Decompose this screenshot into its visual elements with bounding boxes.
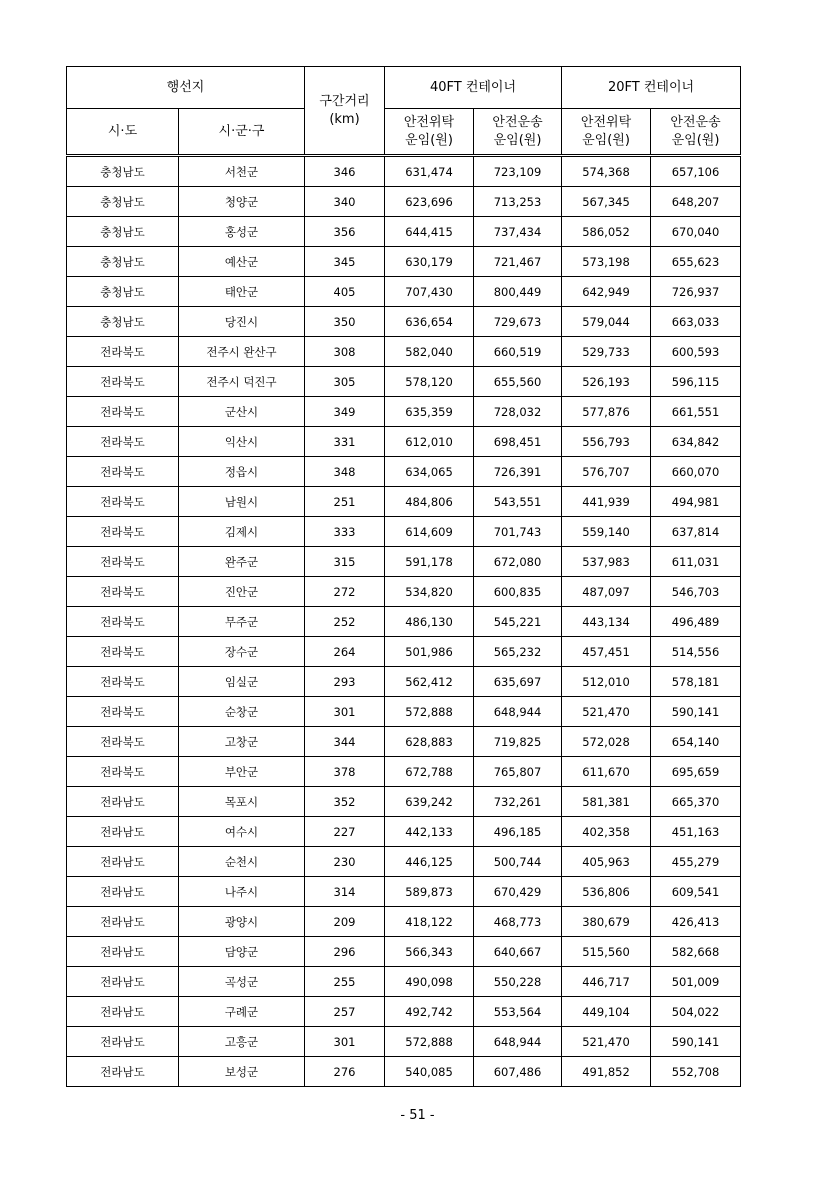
ft40-consign-cell: 490,098 <box>385 967 474 997</box>
province-cell: 전라북도 <box>67 547 179 577</box>
ft40-transport-cell: 550,228 <box>474 967 562 997</box>
province-cell: 전라남도 <box>67 907 179 937</box>
ft40-transport-cell: 545,221 <box>474 607 562 637</box>
ft40-consign-cell: 635,359 <box>385 397 474 427</box>
city-cell: 구례군 <box>179 997 305 1027</box>
ft20-transport-cell: 546,703 <box>651 577 741 607</box>
ft20-transport-cell: 501,009 <box>651 967 741 997</box>
city-cell: 태안군 <box>179 277 305 307</box>
distance-cell: 230 <box>305 847 385 877</box>
ft40-consign-cell: 534,820 <box>385 577 474 607</box>
table-row <box>67 727 741 757</box>
freight-rate-table <box>66 66 741 1087</box>
ft20-transport-cell: 654,140 <box>651 727 741 757</box>
ft40-consign-cell: 591,178 <box>385 547 474 577</box>
header-province: 시·도 <box>67 109 179 156</box>
distance-cell: 255 <box>305 967 385 997</box>
table-row <box>67 577 741 607</box>
city-cell: 임실군 <box>179 667 305 697</box>
distance-cell: 276 <box>305 1057 385 1087</box>
ft20-consign-cell: 572,028 <box>562 727 651 757</box>
ft20-consign-cell: 642,949 <box>562 277 651 307</box>
header-consign-line2: 운임(원) <box>405 132 453 148</box>
ft40-transport-cell: 698,451 <box>474 427 562 457</box>
table-row <box>67 697 741 727</box>
city-cell: 정읍시 <box>179 457 305 487</box>
header-40ft-consign <box>385 109 474 156</box>
city-cell: 진안군 <box>179 577 305 607</box>
province-cell: 전라북도 <box>67 667 179 697</box>
province-cell: 전라북도 <box>67 367 179 397</box>
table-row <box>67 667 741 697</box>
ft40-transport-cell: 728,032 <box>474 397 562 427</box>
province-cell: 전라북도 <box>67 757 179 787</box>
ft40-consign-cell: 578,120 <box>385 367 474 397</box>
table-row <box>67 967 741 997</box>
ft40-consign-cell: 446,125 <box>385 847 474 877</box>
ft40-transport-cell: 660,519 <box>474 337 562 367</box>
province-cell: 전라북도 <box>67 427 179 457</box>
province-cell: 전라북도 <box>67 397 179 427</box>
city-cell: 김제시 <box>179 517 305 547</box>
province-cell: 전라북도 <box>67 577 179 607</box>
ft40-consign-cell: 612,010 <box>385 427 474 457</box>
ft20-consign-cell: 521,470 <box>562 1027 651 1057</box>
province-cell: 전라북도 <box>67 607 179 637</box>
ft20-transport-cell: 504,022 <box>651 997 741 1027</box>
page-number: - 51 - <box>400 1108 435 1123</box>
ft40-consign-cell: 644,415 <box>385 217 474 247</box>
province-cell: 전라북도 <box>67 487 179 517</box>
ft20-transport-cell: 590,141 <box>651 1027 741 1057</box>
ft20-consign-cell: 581,381 <box>562 787 651 817</box>
province-cell: 충청남도 <box>67 217 179 247</box>
ft40-consign-cell: 672,788 <box>385 757 474 787</box>
province-cell: 전라남도 <box>67 787 179 817</box>
ft40-transport-cell: 723,109 <box>474 156 562 187</box>
ft40-consign-cell: 501,986 <box>385 637 474 667</box>
distance-cell: 301 <box>305 697 385 727</box>
ft40-consign-cell: 582,040 <box>385 337 474 367</box>
ft20-transport-cell: 609,541 <box>651 877 741 907</box>
ft20-consign-cell: 487,097 <box>562 577 651 607</box>
ft40-transport-cell: 565,232 <box>474 637 562 667</box>
province-cell: 충청남도 <box>67 307 179 337</box>
distance-cell: 345 <box>305 247 385 277</box>
ft20-consign-cell: 457,451 <box>562 637 651 667</box>
city-cell: 남원시 <box>179 487 305 517</box>
ft40-consign-cell: 566,343 <box>385 937 474 967</box>
ft20-transport-cell: 514,556 <box>651 637 741 667</box>
ft40-consign-cell: 634,065 <box>385 457 474 487</box>
distance-cell: 252 <box>305 607 385 637</box>
table-body <box>67 156 741 1087</box>
table-row <box>67 547 741 577</box>
table-row <box>67 607 741 637</box>
distance-cell: 308 <box>305 337 385 367</box>
table-row <box>67 487 741 517</box>
header-20ft-consign <box>562 109 651 156</box>
distance-cell: 209 <box>305 907 385 937</box>
table-row <box>67 1057 741 1087</box>
ft20-consign-cell: 402,358 <box>562 817 651 847</box>
province-cell: 전라남도 <box>67 817 179 847</box>
header-destination: 행선지 <box>67 67 305 109</box>
ft40-transport-cell: 719,825 <box>474 727 562 757</box>
distance-cell: 346 <box>305 156 385 187</box>
city-cell: 청양군 <box>179 187 305 217</box>
ft20-transport-cell: 670,040 <box>651 217 741 247</box>
city-cell: 서천군 <box>179 156 305 187</box>
ft40-consign-cell: 639,242 <box>385 787 474 817</box>
table-row <box>67 337 741 367</box>
province-cell: 전라북도 <box>67 727 179 757</box>
header-consign-line2: 운임(원) <box>582 132 630 148</box>
ft20-transport-cell: 552,708 <box>651 1057 741 1087</box>
province-cell: 전라남도 <box>67 967 179 997</box>
ft40-consign-cell: 623,696 <box>385 187 474 217</box>
distance-cell: 315 <box>305 547 385 577</box>
header-40ft-transport <box>474 109 562 156</box>
header-20ft-transport <box>651 109 741 156</box>
ft20-transport-cell: 578,181 <box>651 667 741 697</box>
table-row <box>67 397 741 427</box>
table-row <box>67 847 741 877</box>
table-row <box>67 457 741 487</box>
ft20-transport-cell: 726,937 <box>651 277 741 307</box>
city-cell: 순천시 <box>179 847 305 877</box>
ft40-consign-cell: 442,133 <box>385 817 474 847</box>
ft20-consign-cell: 573,198 <box>562 247 651 277</box>
ft40-consign-cell: 562,412 <box>385 667 474 697</box>
ft20-consign-cell: 586,052 <box>562 217 651 247</box>
ft20-consign-cell: 526,193 <box>562 367 651 397</box>
header-40ft: 40FT 컨테이너 <box>385 67 562 109</box>
ft20-transport-cell: 426,413 <box>651 907 741 937</box>
table-row <box>67 187 741 217</box>
table-row <box>67 997 741 1027</box>
ft40-transport-cell: 737,434 <box>474 217 562 247</box>
city-cell: 장수군 <box>179 637 305 667</box>
distance-cell: 349 <box>305 397 385 427</box>
table-row <box>67 517 741 547</box>
header-distance <box>305 67 385 156</box>
distance-cell: 378 <box>305 757 385 787</box>
ft20-transport-cell: 634,842 <box>651 427 741 457</box>
city-cell: 무주군 <box>179 607 305 637</box>
province-cell: 전라남도 <box>67 997 179 1027</box>
ft40-transport-cell: 729,673 <box>474 307 562 337</box>
distance-cell: 356 <box>305 217 385 247</box>
city-cell: 곡성군 <box>179 967 305 997</box>
distance-cell: 251 <box>305 487 385 517</box>
header-consign-line1: 안전위탁 <box>403 114 455 130</box>
ft20-transport-cell: 665,370 <box>651 787 741 817</box>
ft40-consign-cell: 628,883 <box>385 727 474 757</box>
ft20-consign-cell: 574,368 <box>562 156 651 187</box>
city-cell: 고흥군 <box>179 1027 305 1057</box>
header-distance-line2: (km) <box>329 111 360 127</box>
ft40-consign-cell: 540,085 <box>385 1057 474 1087</box>
city-cell: 예산군 <box>179 247 305 277</box>
city-cell: 나주시 <box>179 877 305 907</box>
ft40-transport-cell: 500,744 <box>474 847 562 877</box>
distance-cell: 405 <box>305 277 385 307</box>
header-transport-line2: 운임(원) <box>671 132 720 148</box>
ft40-transport-cell: 553,564 <box>474 997 562 1027</box>
table-row <box>67 907 741 937</box>
province-cell: 충청남도 <box>67 247 179 277</box>
header-distance-line1: 구간거리 <box>319 93 370 109</box>
ft20-consign-cell: 449,104 <box>562 997 651 1027</box>
ft20-consign-cell: 556,793 <box>562 427 651 457</box>
province-cell: 전라북도 <box>67 517 179 547</box>
ft40-transport-cell: 635,697 <box>474 667 562 697</box>
ft20-consign-cell: 521,470 <box>562 697 651 727</box>
ft40-consign-cell: 636,654 <box>385 307 474 337</box>
ft40-transport-cell: 655,560 <box>474 367 562 397</box>
province-cell: 충청남도 <box>67 156 179 187</box>
header-transport-line1: 안전운송 <box>670 114 721 130</box>
city-cell: 완주군 <box>179 547 305 577</box>
ft20-consign-cell: 443,134 <box>562 607 651 637</box>
city-cell: 담양군 <box>179 937 305 967</box>
ft40-transport-cell: 543,551 <box>474 487 562 517</box>
ft40-transport-cell: 607,486 <box>474 1057 562 1087</box>
ft20-transport-cell: 648,207 <box>651 187 741 217</box>
ft20-consign-cell: 576,707 <box>562 457 651 487</box>
province-cell: 전라남도 <box>67 847 179 877</box>
ft20-transport-cell: 590,141 <box>651 697 741 727</box>
ft20-transport-cell: 611,031 <box>651 547 741 577</box>
province-cell: 전라북도 <box>67 337 179 367</box>
ft20-consign-cell: 559,140 <box>562 517 651 547</box>
city-cell: 당진시 <box>179 307 305 337</box>
distance-cell: 296 <box>305 937 385 967</box>
city-cell: 전주시 덕진구 <box>179 367 305 397</box>
ft20-transport-cell: 661,551 <box>651 397 741 427</box>
ft20-transport-cell: 582,668 <box>651 937 741 967</box>
ft20-transport-cell: 494,981 <box>651 487 741 517</box>
ft40-transport-cell: 496,185 <box>474 817 562 847</box>
distance-cell: 333 <box>305 517 385 547</box>
ft20-transport-cell: 496,489 <box>651 607 741 637</box>
header-20ft: 20FT 컨테이너 <box>562 67 741 109</box>
ft20-consign-cell: 515,560 <box>562 937 651 967</box>
ft40-consign-cell: 486,130 <box>385 607 474 637</box>
ft20-consign-cell: 441,939 <box>562 487 651 517</box>
ft40-consign-cell: 707,430 <box>385 277 474 307</box>
ft20-transport-cell: 455,279 <box>651 847 741 877</box>
province-cell: 전라북도 <box>67 697 179 727</box>
distance-cell: 344 <box>305 727 385 757</box>
table-row <box>67 937 741 967</box>
distance-cell: 301 <box>305 1027 385 1057</box>
ft20-transport-cell: 600,593 <box>651 337 741 367</box>
table-row <box>67 156 741 187</box>
ft40-consign-cell: 484,806 <box>385 487 474 517</box>
distance-cell: 350 <box>305 307 385 337</box>
ft40-transport-cell: 600,835 <box>474 577 562 607</box>
ft40-consign-cell: 572,888 <box>385 697 474 727</box>
ft20-transport-cell: 451,163 <box>651 817 741 847</box>
ft20-consign-cell: 579,044 <box>562 307 651 337</box>
ft40-consign-cell: 589,873 <box>385 877 474 907</box>
ft40-consign-cell: 631,474 <box>385 156 474 187</box>
ft40-transport-cell: 468,773 <box>474 907 562 937</box>
ft20-consign-cell: 491,852 <box>562 1057 651 1087</box>
ft20-transport-cell: 663,033 <box>651 307 741 337</box>
ft40-consign-cell: 572,888 <box>385 1027 474 1057</box>
table-row <box>67 277 741 307</box>
ft40-transport-cell: 726,391 <box>474 457 562 487</box>
province-cell: 전라남도 <box>67 1027 179 1057</box>
header-transport-line1: 안전운송 <box>492 114 543 130</box>
ft20-consign-cell: 536,806 <box>562 877 651 907</box>
table-row <box>67 217 741 247</box>
ft40-transport-cell: 701,743 <box>474 517 562 547</box>
ft20-transport-cell: 657,106 <box>651 156 741 187</box>
distance-cell: 340 <box>305 187 385 217</box>
distance-cell: 331 <box>305 427 385 457</box>
ft40-transport-cell: 672,080 <box>474 547 562 577</box>
distance-cell: 264 <box>305 637 385 667</box>
table-row <box>67 877 741 907</box>
distance-cell: 348 <box>305 457 385 487</box>
ft20-consign-cell: 537,983 <box>562 547 651 577</box>
ft40-consign-cell: 630,179 <box>385 247 474 277</box>
header-city: 시·군·구 <box>179 109 305 156</box>
province-cell: 전라남도 <box>67 877 179 907</box>
province-cell: 전라북도 <box>67 457 179 487</box>
ft20-consign-cell: 380,679 <box>562 907 651 937</box>
table-row <box>67 637 741 667</box>
province-cell: 전라남도 <box>67 1057 179 1087</box>
city-cell: 익산시 <box>179 427 305 457</box>
ft20-transport-cell: 695,659 <box>651 757 741 787</box>
city-cell: 여수시 <box>179 817 305 847</box>
table-header <box>67 67 741 156</box>
table-row <box>67 427 741 457</box>
ft40-transport-cell: 670,429 <box>474 877 562 907</box>
table-row <box>67 367 741 397</box>
ft40-transport-cell: 721,467 <box>474 247 562 277</box>
ft40-transport-cell: 800,449 <box>474 277 562 307</box>
ft40-transport-cell: 713,253 <box>474 187 562 217</box>
ft40-transport-cell: 765,807 <box>474 757 562 787</box>
city-cell: 전주시 완산구 <box>179 337 305 367</box>
distance-cell: 293 <box>305 667 385 697</box>
distance-cell: 272 <box>305 577 385 607</box>
ft20-transport-cell: 637,814 <box>651 517 741 547</box>
table-row <box>67 787 741 817</box>
ft20-consign-cell: 512,010 <box>562 667 651 697</box>
city-cell: 목포시 <box>179 787 305 817</box>
ft40-transport-cell: 732,261 <box>474 787 562 817</box>
distance-cell: 352 <box>305 787 385 817</box>
city-cell: 보성군 <box>179 1057 305 1087</box>
ft20-consign-cell: 529,733 <box>562 337 651 367</box>
distance-cell: 305 <box>305 367 385 397</box>
city-cell: 순창군 <box>179 697 305 727</box>
province-cell: 충청남도 <box>67 277 179 307</box>
header-consign-line1: 안전위탁 <box>580 114 632 130</box>
ft40-consign-cell: 418,122 <box>385 907 474 937</box>
table-row <box>67 307 741 337</box>
city-cell: 광양시 <box>179 907 305 937</box>
ft20-transport-cell: 655,623 <box>651 247 741 277</box>
ft20-transport-cell: 660,070 <box>651 457 741 487</box>
province-cell: 전라남도 <box>67 937 179 967</box>
ft40-transport-cell: 648,944 <box>474 1027 562 1057</box>
distance-cell: 257 <box>305 997 385 1027</box>
ft20-consign-cell: 446,717 <box>562 967 651 997</box>
table-row <box>67 817 741 847</box>
table-row <box>67 247 741 277</box>
table-row <box>67 757 741 787</box>
ft20-transport-cell: 596,115 <box>651 367 741 397</box>
ft40-consign-cell: 492,742 <box>385 997 474 1027</box>
ft40-transport-cell: 648,944 <box>474 697 562 727</box>
distance-cell: 227 <box>305 817 385 847</box>
city-cell: 홍성군 <box>179 217 305 247</box>
distance-cell: 314 <box>305 877 385 907</box>
city-cell: 부안군 <box>179 757 305 787</box>
city-cell: 고창군 <box>179 727 305 757</box>
province-cell: 충청남도 <box>67 187 179 217</box>
ft20-consign-cell: 577,876 <box>562 397 651 427</box>
ft20-consign-cell: 405,963 <box>562 847 651 877</box>
table-row <box>67 1027 741 1057</box>
ft20-consign-cell: 611,670 <box>562 757 651 787</box>
ft40-transport-cell: 640,667 <box>474 937 562 967</box>
header-transport-line2: 운임(원) <box>493 132 542 148</box>
province-cell: 전라북도 <box>67 637 179 667</box>
city-cell: 군산시 <box>179 397 305 427</box>
ft20-consign-cell: 567,345 <box>562 187 651 217</box>
ft40-consign-cell: 614,609 <box>385 517 474 547</box>
